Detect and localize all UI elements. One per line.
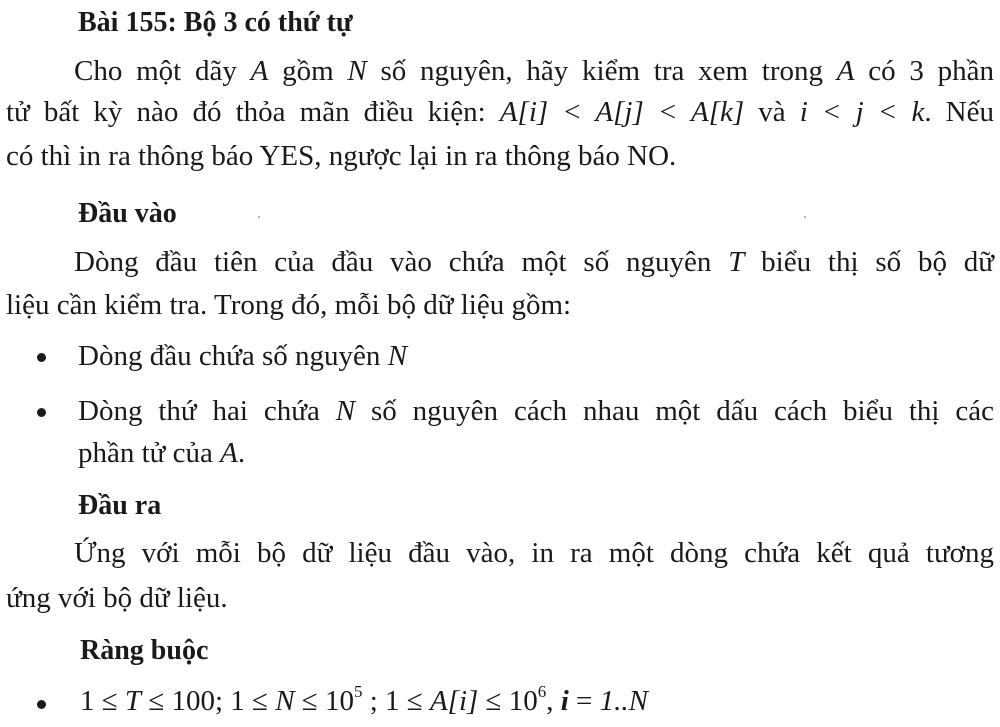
var-A: A xyxy=(250,55,269,87)
text-run: , xyxy=(546,685,561,717)
constraints-heading: Ràng buộc xyxy=(80,635,209,666)
var-N: N xyxy=(387,340,408,372)
intro-line-1 xyxy=(6,54,994,88)
exponent: 6 xyxy=(537,682,547,702)
bullet-dot xyxy=(37,408,46,417)
text-run: . xyxy=(237,437,246,469)
var-i: i xyxy=(560,685,569,717)
text-run: tử bất kỳ nào đó thỏa mãn điều kiện: xyxy=(6,96,500,128)
constraints-item xyxy=(80,684,648,718)
text-run: có 3 phần xyxy=(854,55,994,87)
text-run: ; 1 ≤ xyxy=(362,685,430,717)
text-run: Cho một dãy xyxy=(74,55,251,87)
text-run: ≤ 100; 1 ≤ xyxy=(141,685,276,717)
text-run: biểu thị số bộ dữ xyxy=(744,246,994,278)
text-run: Dòng đầu tiên của đầu vào chứa một số nguyên xyxy=(74,246,729,278)
input-para-line-2: liệu cần kiểm tra. Trong đó, mỗi bộ dữ liệu gồm: xyxy=(6,289,572,321)
exercise-title: Bài 155: Bộ 3 có thứ tự xyxy=(78,7,353,38)
bullet-item-2-line-2 xyxy=(78,436,245,470)
text-run: ≤ 10 xyxy=(294,685,354,717)
text-run: phần tử của xyxy=(78,437,221,469)
text-run: Dòng thứ hai chứa xyxy=(78,395,336,427)
output-para-line-2: ứng với bộ dữ liệu. xyxy=(6,582,228,614)
intro-line-2 xyxy=(6,95,994,129)
input-para-line-1 xyxy=(6,245,994,279)
exponent: 5 xyxy=(353,682,363,702)
var-A: A xyxy=(220,437,238,469)
var-N: N xyxy=(275,685,295,717)
var-N: N xyxy=(347,55,367,87)
var-A: A xyxy=(836,55,855,87)
bullet-item-2-line-1 xyxy=(78,394,994,428)
var-Ai: A[i] xyxy=(429,685,479,717)
text-run: số nguyên, hãy kiểm tra xem trong xyxy=(366,55,837,87)
input-heading: Đầu vào xyxy=(78,198,177,229)
scan-speck xyxy=(258,216,260,218)
bullet-dot xyxy=(37,353,46,362)
text-run: . Nếu xyxy=(924,96,994,128)
text-run: số nguyên cách nhau một dấu cách biểu thị các xyxy=(355,395,995,427)
text-run: ≤ 10 xyxy=(478,685,538,717)
output-para-line-1: Ứng với mỗi bộ dữ liệu đầu vào, in ra một dòng chứa kết quả tương xyxy=(74,537,994,569)
var-T: T xyxy=(124,685,142,717)
text-run: 1 ≤ xyxy=(80,685,125,717)
text-run: và xyxy=(744,96,800,128)
range-expression: 1..N xyxy=(599,685,648,717)
text-run: gồm xyxy=(268,55,348,87)
scan-speck xyxy=(804,216,806,218)
var-T: T xyxy=(728,246,745,278)
bullet-dot xyxy=(37,700,46,709)
index-expression: i < j < k xyxy=(799,96,925,128)
var-N: N xyxy=(335,395,356,427)
intro-line-3: có thì in ra thông báo YES, ngược lại in ra thông báo NO. xyxy=(6,140,677,172)
output-heading: Đầu ra xyxy=(78,490,162,521)
text-run: Dòng đầu chứa số nguyên xyxy=(78,340,388,372)
text-run: = xyxy=(568,685,600,717)
bullet-item-1 xyxy=(78,339,407,373)
condition-expression: A[i] < A[j] < A[k] xyxy=(499,96,745,128)
